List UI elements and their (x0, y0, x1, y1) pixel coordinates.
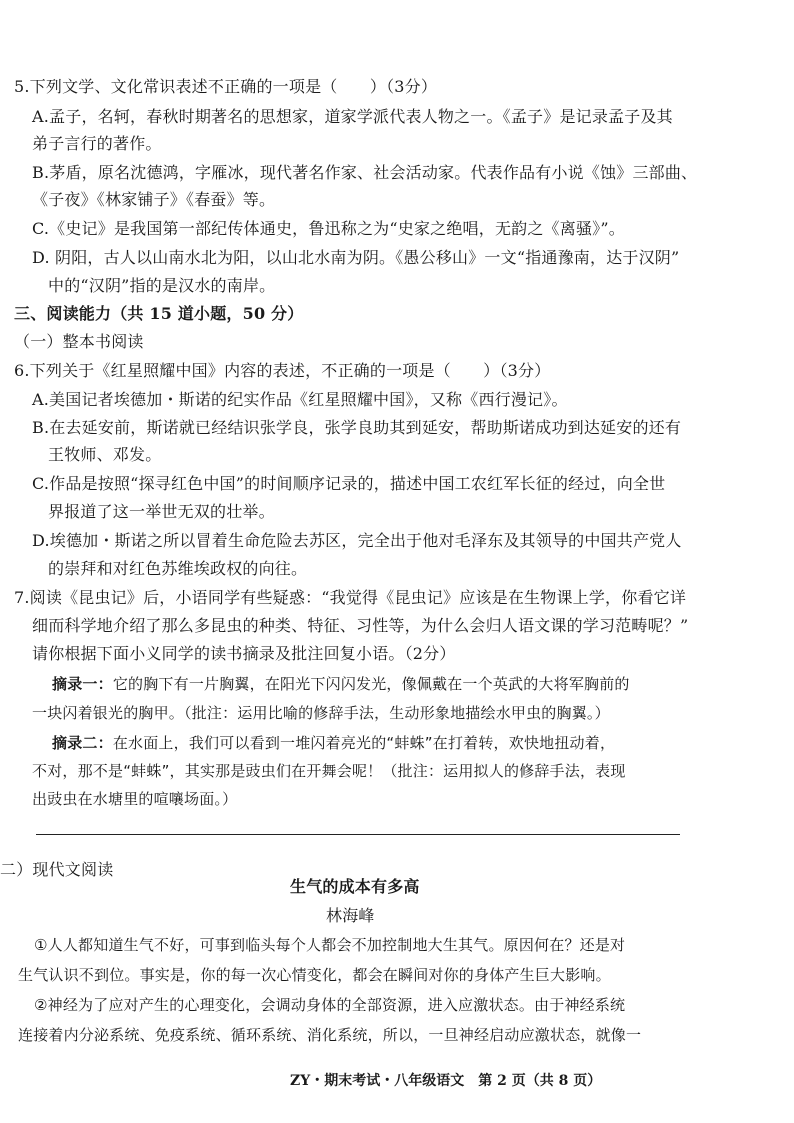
section-3-title: 三、阅读能力（共 15 道小题，50 分） (14, 304, 304, 323)
section-3-part-1: （一）整本书阅读 (14, 332, 144, 351)
excerpt-2-line-2: 不对，那不是“蚌蛛”，其实那是豉虫们在开舞会呢！（批注：运用拟人的修辞手法，表现 (32, 762, 626, 780)
excerpt-2-line-1 (52, 732, 615, 754)
part-2-label: 二）现代文阅读 (0, 860, 114, 879)
q6-option-c: C.作品是按照“探寻红色中国”的时间顺序记录的，描述中国工农红军长征的经过，向全世 (32, 474, 666, 493)
q5-option-c: C.《史记》是我国第一部纪传体通史，鲁迅称之为“史家之绝唱，无韵之《离骚》”。 (32, 219, 625, 238)
paragraph-1-line-2: 生气认识不到位。事实是，你的每一次心情变化，都会在瞬间对你的身体产生巨大影响。 (18, 966, 611, 984)
q5-option-d: D. 阴阳，古人以山南水北为阳，以山北水南为阴。《愚公移山》一文“指通豫南，达于汉阴” (32, 248, 680, 267)
paragraph-2-line-2: 连接着内分泌系统、免疫系统、循环系统、消化系统，所以，一旦神经启动应激状态，就像一 (18, 1026, 642, 1044)
excerpt-2-text: 在水面上，我们可以看到一堆闪着亮光的“蚌蛛”在打着转，欢快地扭动着， (112, 734, 616, 752)
q6-option-a: A.美国记者埃德加・斯诺的纪实作品《红星照耀中国》，又称《西行漫记》。 (32, 390, 568, 409)
excerpt-1-line-1 (52, 673, 630, 695)
excerpt-1-label: 摘录一： (52, 675, 113, 693)
q6-option-c-cont: 界报道了这一举世无双的壮举。 (48, 502, 275, 521)
article-title: 生气的成本有多高 (290, 877, 420, 896)
q6-option-b-cont: 王牧师、邓发。 (48, 445, 162, 464)
q5-option-d-cont: 中的“汉阴”指的是汉水的南岸。 (48, 276, 276, 295)
q5-option-b: B.茅盾，原名沈德鸿，字雁冰，现代著名作家、社会活动家。代表作品有小说《蚀》三部曲、 (32, 163, 698, 182)
answer-line (36, 834, 680, 835)
q6-option-b: B.在去延安前，斯诺就已经结识张学良，张学良助其到延安，帮助斯诺成功到达延安的还有 (32, 418, 682, 437)
q6-option-d: D.埃德加・斯诺之所以冒着生命危险去苏区，完全出于他对毛泽东及其领导的中国共产党人 (32, 531, 682, 550)
q5-stem: 5.下列文学、文化常识表述不正确的一项是（ ）（3分） (14, 77, 438, 96)
page-footer: ZY・期末考试・八年级语文 第 2 页（共 8 页） (290, 1073, 602, 1089)
q5-option-b-cont: 《子夜》《林家铺子》《春蚕》等。 (32, 190, 276, 209)
paragraph-2-line-1: ②神经为了应对产生的心理变化，会调动身体的全部资源，进入应激状态。由于神经系统 (34, 996, 626, 1014)
paragraph-1-line-1: ①人人都知道生气不好，可事到临头每个人都会不加控制地大生其气。原因何在？还是对 (34, 936, 626, 954)
excerpt-2-line-3: 出豉虫在水塘里的喧嚷场面。） (32, 790, 238, 808)
excerpt-2-label: 摘录二： (52, 734, 113, 752)
q6-stem: 6.下列关于《红星照耀中国》内容的表述，不正确的一项是（ ）（3分） (14, 361, 551, 380)
excerpt-1-text: 它的胸下有一片胸翼，在阳光下闪闪发光，像佩戴在一个英武的大将军胸前的 (112, 675, 630, 693)
article-author: 林海峰 (326, 906, 375, 925)
q7-stem-line-3: 请你根据下面小义同学的读书摘录及批注回复小语。（2分） (32, 644, 456, 663)
q5-option-a-cont: 弟子言行的著作。 (32, 134, 162, 153)
q7-stem-line-2: 细而科学地介绍了那么多昆虫的种类、特征、习性等，为什么会归人语文课的学习范畴呢？” (32, 616, 689, 635)
excerpt-1-line-2: 一块闪着银光的胸甲。（批注：运用比喻的修辞手法，生动形象地描绘水甲虫的胸翼。） (32, 704, 610, 722)
q6-option-d-cont: 的崇拜和对红色苏维埃政权的向往。 (48, 559, 308, 578)
q7-stem-line-1: 7.阅读《昆虫记》后，小语同学有些疑惑：“我觉得《昆虫记》应该是在生物课上学，你看它详 (14, 588, 687, 607)
q5-option-a: A.孟子，名轲，春秋时期著名的思想家，道家学派代表人物之一。《孟子》是记录孟子及其 (32, 107, 673, 126)
